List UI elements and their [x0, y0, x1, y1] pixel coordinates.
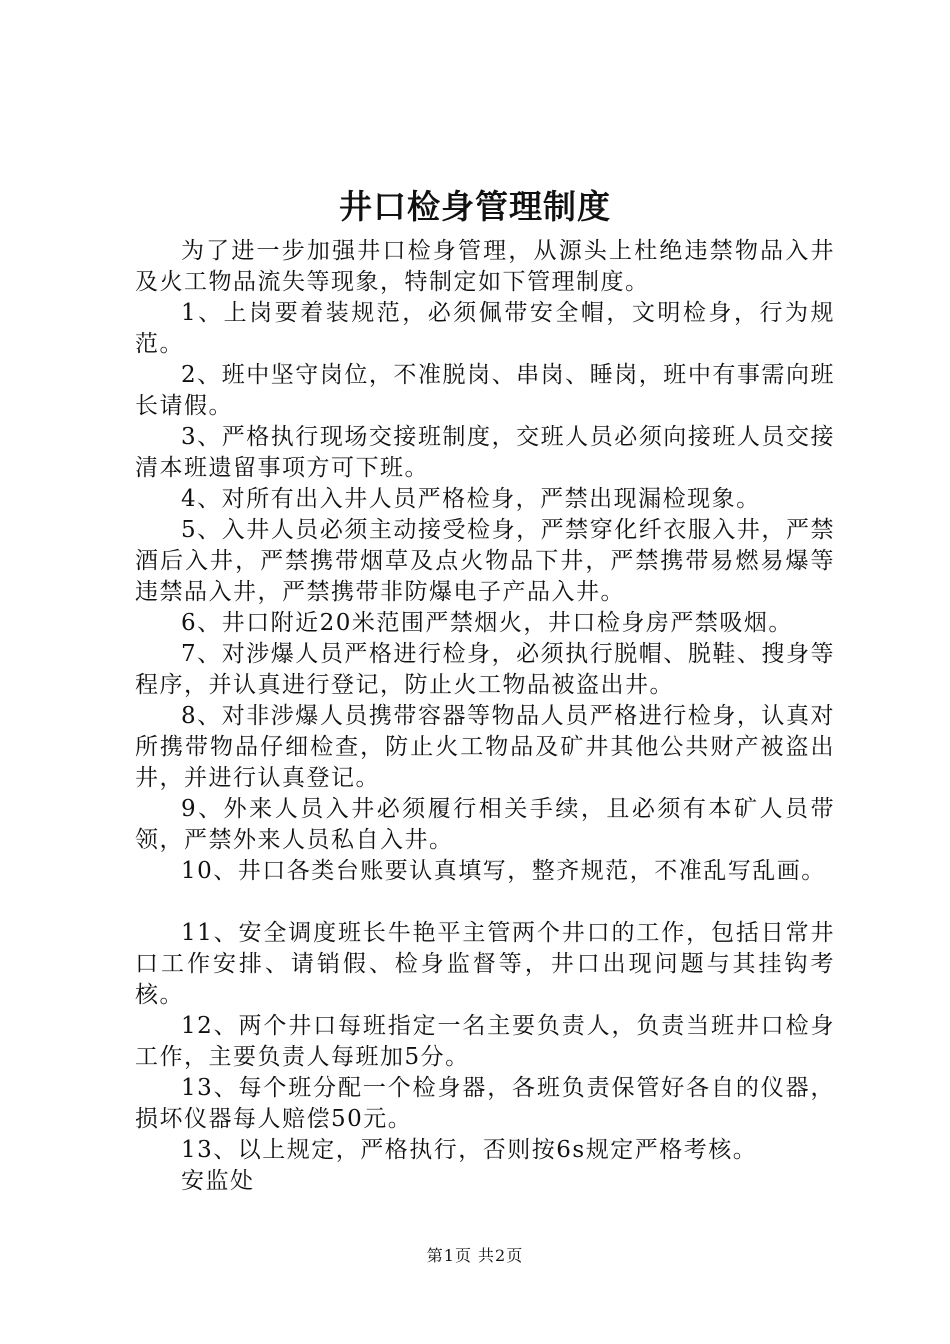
paragraph-rule-12: 12、两个井口每班指定一名主要负责人，负责当班井口检身工作，主要负责人每班加5分。	[135, 1013, 835, 1070]
paragraph-rule-6: 6、井口附近20米范围严禁烟火，井口检身房严禁吸烟。	[181, 610, 793, 636]
paragraph-rule-11: 11、安全调度班长牛艳平主管两个井口的工作，包括日常井口工作安排、请销假、检身监督等，井口出现问题与其挂钩考核。	[135, 920, 835, 1008]
paragraph-rule-9: 9、外来人员入井必须履行相关手续，且必须有本矿人员带领，严禁外来人员私自入井。	[135, 796, 835, 853]
paragraph-rule-5: 5、入井人员必须主动接受检身，严禁穿化纤衣服入井，严禁酒后入井，严禁携带烟草及点火物品下井，严禁携带易燃易爆等违禁品入井，严禁携带非防爆电子产品入井。	[135, 517, 835, 605]
paragraph-rule-13: 13、每个班分配一个检身器，各班负责保管好各自的仪器，损坏仪器每人赔偿50元。	[135, 1075, 835, 1132]
paragraph-rule-8: 8、对非涉爆人员携带容器等物品人员严格进行检身，认真对所携带物品仔细检查，防止火工物品及矿井其他公共财产被盗出井，并进行认真登记。	[135, 703, 835, 791]
paragraph-rule-13b: 13、以上规定，严格执行，否则按6s规定严格考核。	[181, 1137, 758, 1163]
paragraph-rule-3: 3、严格执行现场交接班制度，交班人员必须向接班人员交接清本班遗留事项方可下班。	[135, 424, 835, 481]
paragraph-rule-2: 2、班中坚守岗位，不准脱岗、串岗、睡岗，班中有事需向班长请假。	[135, 362, 835, 419]
paragraph-rule-7: 7、对涉爆人员严格进行检身，必须执行脱帽、脱鞋、搜身等程序，并认真进行登记，防止火工物品被盗出井。	[135, 641, 835, 698]
document-title: 井口检身管理制度	[339, 187, 611, 226]
paragraph-rule-4: 4、对所有出入井人员严格检身，严禁出现漏检现象。	[181, 486, 761, 512]
paragraph-intro: 为了进一步加强井口检身管理，从源头上杜绝违禁物品入井及火工物品流失等现象，特制定如下管理制度。	[135, 238, 835, 295]
page-footer: 第1页 共2页	[426, 1246, 524, 1265]
paragraph-rule-10: 10、井口各类台账要认真填写，整齐规范，不准乱写乱画。	[181, 858, 826, 884]
document-body	[135, 236, 835, 1197]
signature: 安监处	[181, 1168, 255, 1194]
paragraph-rule-1: 1、上岗要着装规范，必须佩带安全帽，文明检身，行为规范。	[135, 300, 835, 357]
